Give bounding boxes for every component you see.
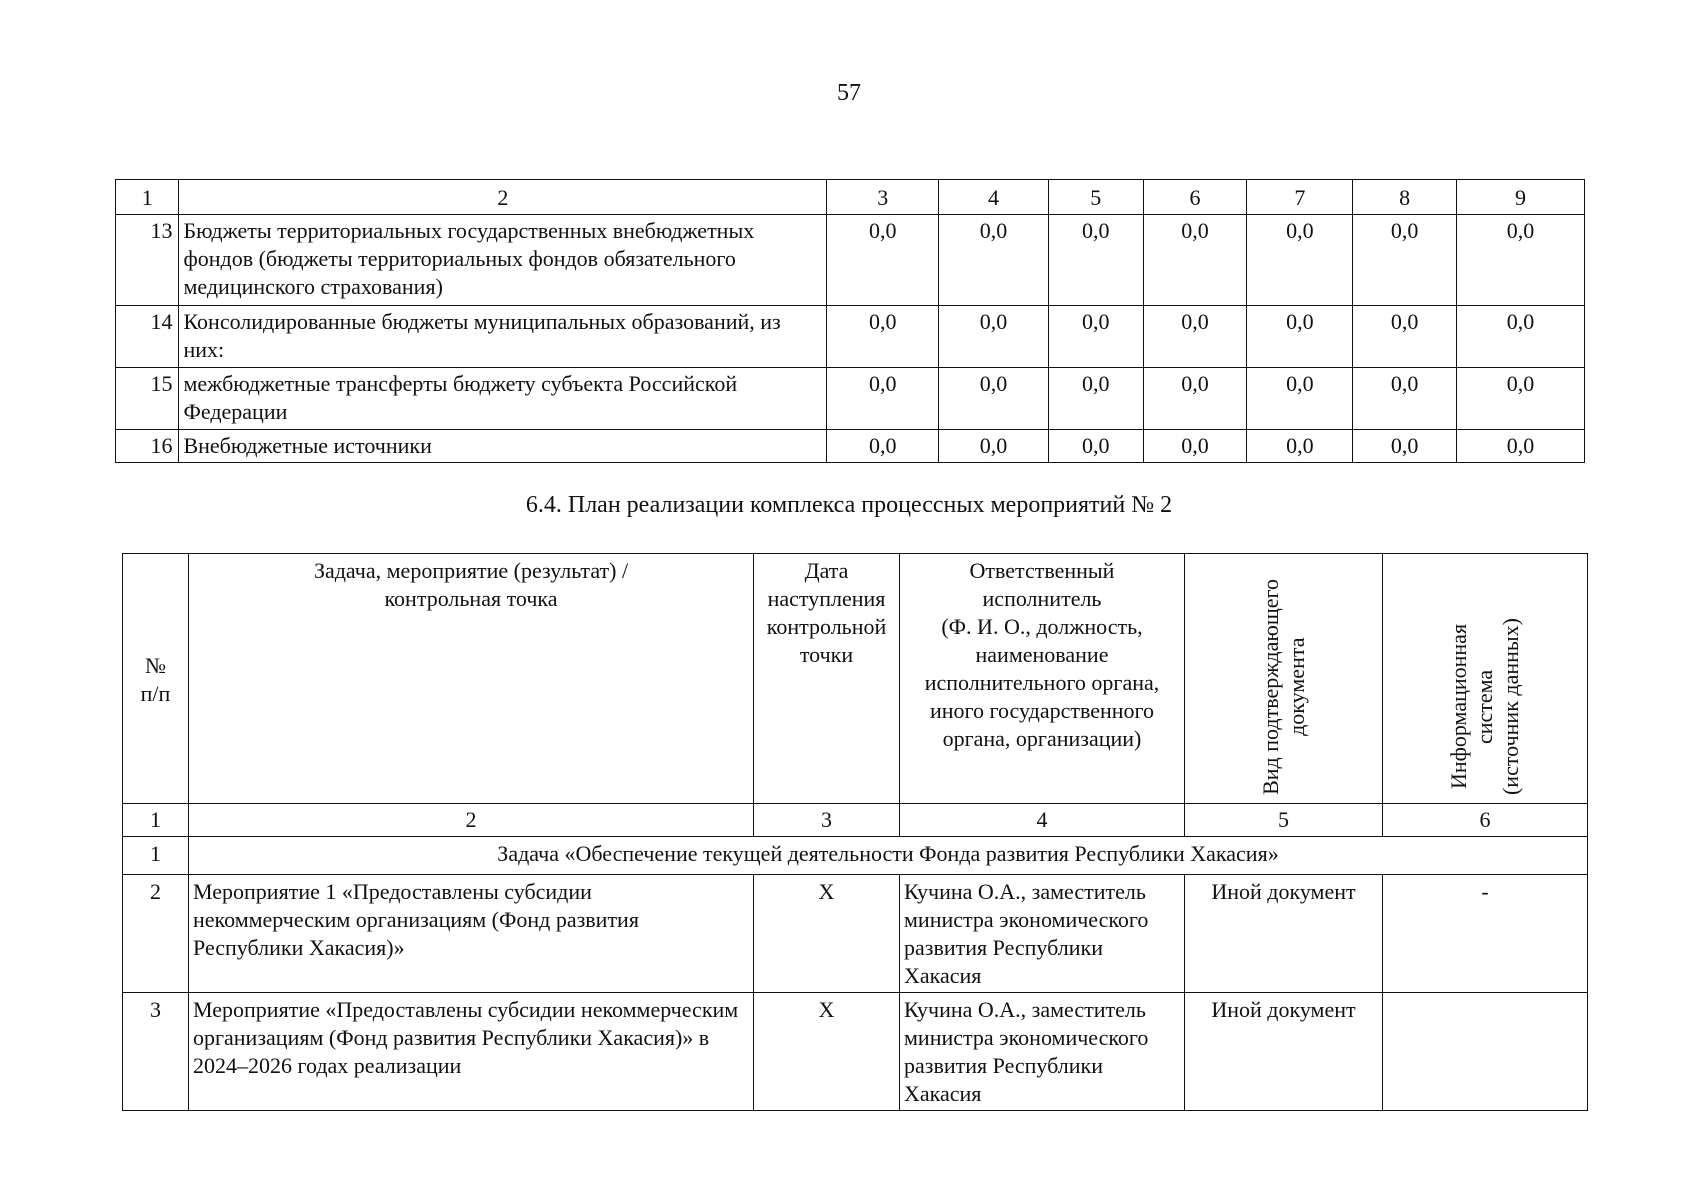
table-row bbox=[116, 368, 1585, 430]
column-number: 5 bbox=[1048, 180, 1143, 215]
responsible-cell: Кучина О.А., заместитель министра экономического развития Республики Хакасия bbox=[900, 993, 1185, 1111]
activity-cell: Мероприятие 1 «Предоставлены субсидии некоммерческим организациям (Фонд развития Республики Хакасия)» bbox=[189, 875, 754, 993]
table-row bbox=[123, 993, 1588, 1111]
column-number: 7 bbox=[1247, 180, 1353, 215]
column-numbers-row bbox=[123, 804, 1588, 837]
row-number: 13 bbox=[116, 215, 179, 306]
row-name: Консолидированные бюджеты муниципальных образований, из них: bbox=[179, 306, 827, 368]
value-cell: 0,0 bbox=[1048, 368, 1143, 430]
column-number: 4 bbox=[900, 804, 1185, 837]
value-cell: 0,0 bbox=[1353, 430, 1457, 463]
column-number: 3 bbox=[827, 180, 939, 215]
value-cell: 0,0 bbox=[1048, 215, 1143, 306]
row-number: 1 bbox=[123, 837, 189, 875]
column-number: 9 bbox=[1456, 180, 1584, 215]
funding-header-row bbox=[116, 180, 1585, 215]
row-number: 3 bbox=[123, 993, 189, 1111]
value-cell: 0,0 bbox=[827, 306, 939, 368]
header-number: № п/п bbox=[123, 554, 189, 804]
value-cell: 0,0 bbox=[1247, 430, 1353, 463]
row-name: Бюджеты территориальных государственных внебюджетных фондов (бюджеты территориальных фондов обязательного медицинского страхования) bbox=[179, 215, 827, 306]
value-cell: 0,0 bbox=[1456, 430, 1584, 463]
value-cell: 0,0 bbox=[1456, 368, 1584, 430]
value-cell: 0,0 bbox=[1456, 215, 1584, 306]
header-responsible: Ответственный исполнитель (Ф. И. О., должность, наименование исполнительного органа, иного государственного органа, организации) bbox=[900, 554, 1185, 804]
column-number: 2 bbox=[179, 180, 827, 215]
value-cell: 0,0 bbox=[1048, 306, 1143, 368]
row-name: межбюджетные трансферты бюджету субъекта Российской Федерации bbox=[179, 368, 827, 430]
row-name: Внебюджетные источники bbox=[179, 430, 827, 463]
value-cell: 0,0 bbox=[1247, 306, 1353, 368]
column-number: 5 bbox=[1185, 804, 1383, 837]
doc-type-cell: Иной документ bbox=[1185, 875, 1383, 993]
responsible-cell: Кучина О.А., заместитель министра экономического развития Республики Хакасия bbox=[900, 875, 1185, 993]
plan-table bbox=[122, 553, 1588, 1111]
value-cell: 0,0 bbox=[1456, 306, 1584, 368]
header-info-system: Информационная система (источник данных) bbox=[1446, 617, 1523, 795]
date-cell: X bbox=[754, 993, 900, 1111]
date-cell: X bbox=[754, 875, 900, 993]
value-cell: 0,0 bbox=[827, 215, 939, 306]
table-row bbox=[116, 306, 1585, 368]
header-date: Дата наступления контрольной точки bbox=[754, 554, 900, 804]
column-number: 6 bbox=[1383, 804, 1588, 837]
activity-cell: Мероприятие «Предоставлены субсидии некоммерческим организациям (Фонд развития Республики Хакасия)» в 2024–2026 годах реализации bbox=[189, 993, 754, 1111]
value-cell: 0,0 bbox=[939, 306, 1049, 368]
header-info-system-cell bbox=[1383, 554, 1588, 804]
info-system-cell: - bbox=[1383, 875, 1588, 993]
plan-header-row bbox=[123, 554, 1588, 804]
task-title: Задача «Обеспечение текущей деятельности Фонда развития Республики Хакасия» bbox=[189, 837, 1588, 875]
value-cell: 0,0 bbox=[1353, 306, 1457, 368]
column-number: 1 bbox=[123, 804, 189, 837]
task-row bbox=[123, 837, 1588, 875]
table-row bbox=[116, 430, 1585, 463]
page-number: 57 bbox=[837, 80, 861, 106]
value-cell: 0,0 bbox=[1143, 368, 1247, 430]
value-cell: 0,0 bbox=[827, 430, 939, 463]
info-system-cell bbox=[1383, 993, 1588, 1111]
table-row bbox=[116, 215, 1585, 306]
row-number: 16 bbox=[116, 430, 179, 463]
value-cell: 0,0 bbox=[939, 430, 1049, 463]
value-cell: 0,0 bbox=[939, 368, 1049, 430]
column-number: 8 bbox=[1353, 180, 1457, 215]
column-number: 6 bbox=[1143, 180, 1247, 215]
section-title: 6.4. План реализации комплекса процессных мероприятий № 2 bbox=[525, 492, 1173, 518]
header-doc-type: Вид подтверждающего документа bbox=[1257, 579, 1309, 795]
value-cell: 0,0 bbox=[1247, 215, 1353, 306]
column-number: 2 bbox=[189, 804, 754, 837]
table-row bbox=[123, 875, 1588, 993]
value-cell: 0,0 bbox=[939, 215, 1049, 306]
header-task: Задача, мероприятие (результат) / контрольная точка bbox=[189, 554, 754, 804]
value-cell: 0,0 bbox=[1143, 430, 1247, 463]
column-number: 1 bbox=[116, 180, 179, 215]
value-cell: 0,0 bbox=[827, 368, 939, 430]
value-cell: 0,0 bbox=[1048, 430, 1143, 463]
value-cell: 0,0 bbox=[1353, 368, 1457, 430]
doc-type-cell: Иной документ bbox=[1185, 993, 1383, 1111]
funding-table bbox=[115, 179, 1585, 463]
value-cell: 0,0 bbox=[1143, 306, 1247, 368]
value-cell: 0,0 bbox=[1247, 368, 1353, 430]
row-number: 15 bbox=[116, 368, 179, 430]
column-number: 3 bbox=[754, 804, 900, 837]
column-number: 4 bbox=[939, 180, 1049, 215]
value-cell: 0,0 bbox=[1353, 215, 1457, 306]
row-number: 2 bbox=[123, 875, 189, 993]
value-cell: 0,0 bbox=[1143, 215, 1247, 306]
header-doc-type-cell bbox=[1185, 554, 1383, 804]
row-number: 14 bbox=[116, 306, 179, 368]
